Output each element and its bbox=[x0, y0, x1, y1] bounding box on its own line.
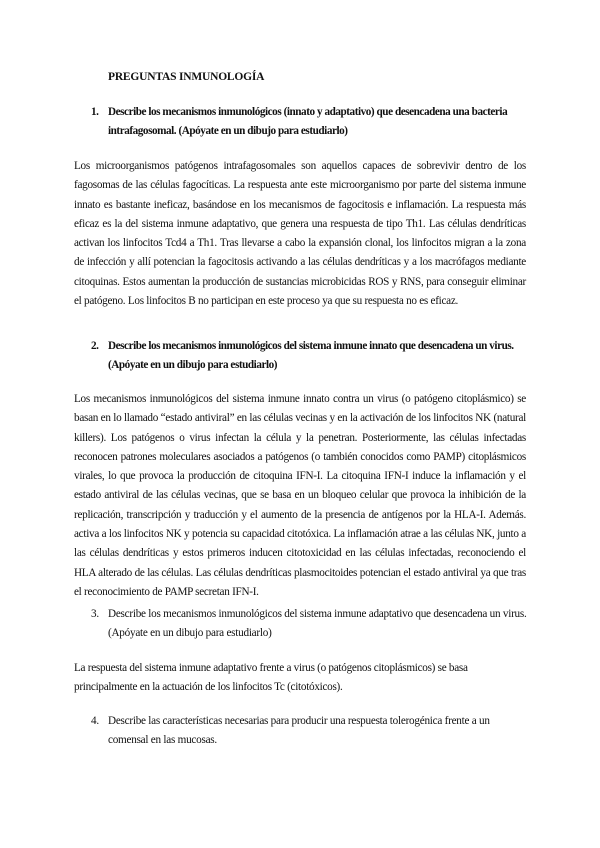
question-3 bbox=[91, 605, 528, 643]
answer-2: Los mecanismos inmunológicos del sistema inmune innato contra un virus (o patógeno citoplásmico) se basan en lo llamado “estado antiviral” en las células vecinas y en la activación de los linfocitos NK (natural killers). Los patógenos o virus infectan la célula y la penetran. Posteriormente, las células infectadas reconocen patrones moleculares asociados a patógenos (o también conocidos como PAMP) citoplásmicos virales, lo que provoca la producción de citoquina IFN-I. La citoquina IFN-I induce la inflamación y el estado antiviral de las células vecinas, que se basa en un bloqueo celular que provoca la inhibición de la replicación, transcripción y traducción y el aumento de la presencia de antígenos por la HLA-I. Además. activa a los linfocitos NK y potencia su capacidad citotóxica. La inflamación atrae a las células NK, junto a las células dendríticas y estos primeros inducen citotoxicidad en las células infectadas, reconociendo el HLA alterado de las células. Las células dendríticas plasmocitoides potencian el estado antiviral ya que tras el reconocimiento de PAMP secretan IFN-I. bbox=[74, 393, 526, 598]
question-4 bbox=[91, 712, 523, 750]
question-text: Describe los mecanismos inmunológicos (innato y adaptativo) que desencadena una bacteria intrafagosomal. (Apóyate en un dibujo para estudiarlo) bbox=[108, 106, 508, 137]
answer-3: La respuesta del sistema inmune adaptativo frente a virus (o patógenos citoplásmicos) se basa principalmente en la actuación de los linfocitos Tc (citotóxicos). bbox=[74, 662, 468, 694]
answer-1: Los microorganismos patógenos intrafagosomales son aquellos capaces de sobrevivir dentro de los fagosomas de las células fagocíticas. La respuesta ante este microorganismo por parte del sistema inmune innato es bastante ineficaz, basándose en los mecanismos de fagocitosis e inflamación. La respuesta más eficaz es la del sistema inmune adaptativo, que genera una respuesta de tipo Th1. Las células dendríticas activan los linfocitos Tcd4 a Th1. Tras llevarse a cabo la expansión clonal, los linfocitos migran a la zona de infección y allí potencian la fagocitosis activando a las células dendríticas y a los macrófagos mediante citoquinas. Estos aumentan la producción de sustancias microbicidas ROS y RNS, para conseguir eliminar el patógeno. Los linfocitos B no participan en este proceso ya que su respuesta no es eficaz. bbox=[74, 160, 526, 308]
question-text: Describe los mecanismos inmunológicos del sistema inmune adaptativo que desencadena un virus. (Apóyate en un dibujo para estudiarlo) bbox=[108, 608, 527, 639]
question-number: 2. bbox=[91, 340, 99, 352]
page-title: PREGUNTAS INMUNOLOGÍA bbox=[108, 71, 265, 83]
question-number: 4. bbox=[91, 715, 99, 727]
question-number: 1. bbox=[91, 106, 99, 118]
question-text: Describe los mecanismos inmunológicos del sistema inmune innato que desencadena un virus. (Apóyate en un dibujo para estudiarlo) bbox=[108, 340, 514, 371]
question-text: Describe las características necesarias para producir una respuesta tolerogénica frente a un comensal en las mucosas. bbox=[108, 715, 490, 746]
question-number: 3. bbox=[91, 608, 99, 620]
question-1 bbox=[91, 103, 528, 141]
question-2 bbox=[91, 337, 528, 375]
